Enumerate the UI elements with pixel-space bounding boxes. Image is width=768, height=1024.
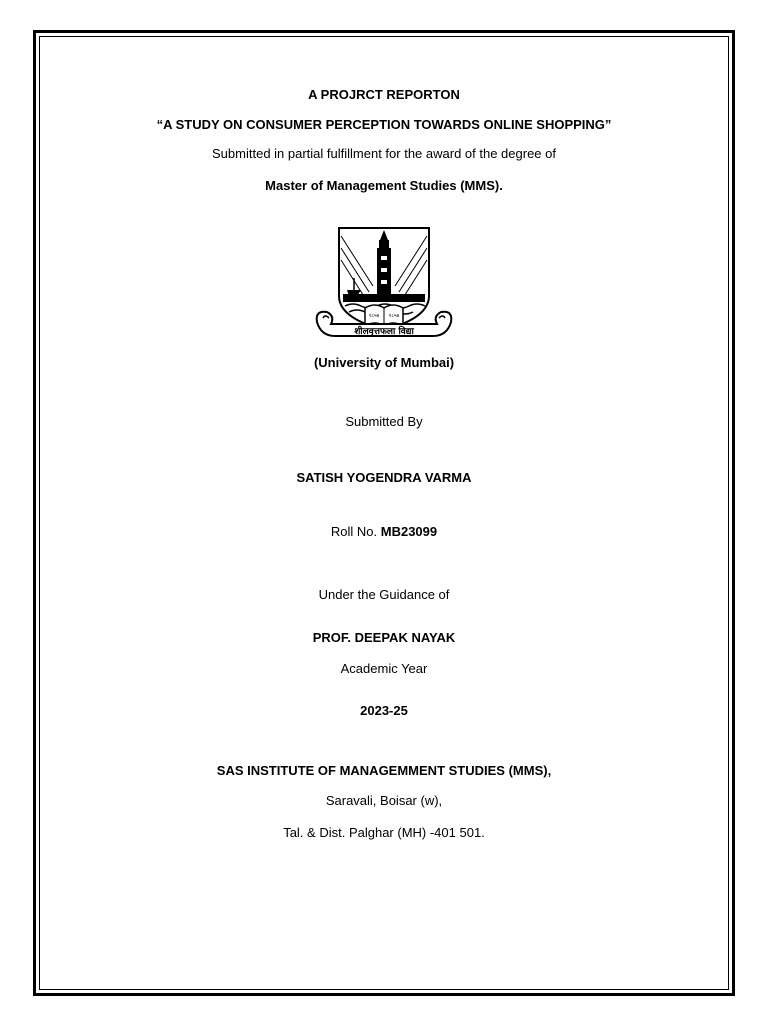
roll-number-line [0,524,768,540]
svg-text:शीलवृत्तफला विद्या: शीलवृत्तफला विद्या [354,327,414,337]
submitted-by-label: Submitted By [345,414,423,429]
student-name: SATISH YOGENDRA VARMA [296,470,472,485]
address-line-1: Saravali, Boisar (w), [325,793,443,808]
roll-number: MB23099 [380,524,438,539]
svg-text:१८५७: १८५७ [388,313,400,319]
university-name: (University of Mumbai) [313,355,455,370]
roll-label: Roll No. [330,524,378,539]
degree-name: Master of Management Studies (MMS). [265,178,503,193]
svg-text:१८५७: १८५७ [368,313,380,319]
report-type-heading: A PROJRCT REPORTON [308,87,460,102]
guide-name: PROF. DEEPAK NAYAK [312,630,456,645]
study-title: “A STUDY ON CONSUMER PERCEPTION TOWARDS ONLINE SHOPPING” [156,117,612,132]
institute-name: SAS INSTITUTE OF MANAGEMMENT STUDIES (MMS), [216,763,552,778]
guidance-label: Under the Guidance of [318,587,450,602]
address-line-2: Tal. & Dist. Palghar (MH) -401 501. [283,825,485,840]
submission-note: Submitted in partial fulfillment for the award of the degree of [212,146,556,161]
academic-year-label: Academic Year [340,661,428,676]
academic-year: 2023-25 [360,703,408,718]
university-crest-icon [313,226,455,350]
